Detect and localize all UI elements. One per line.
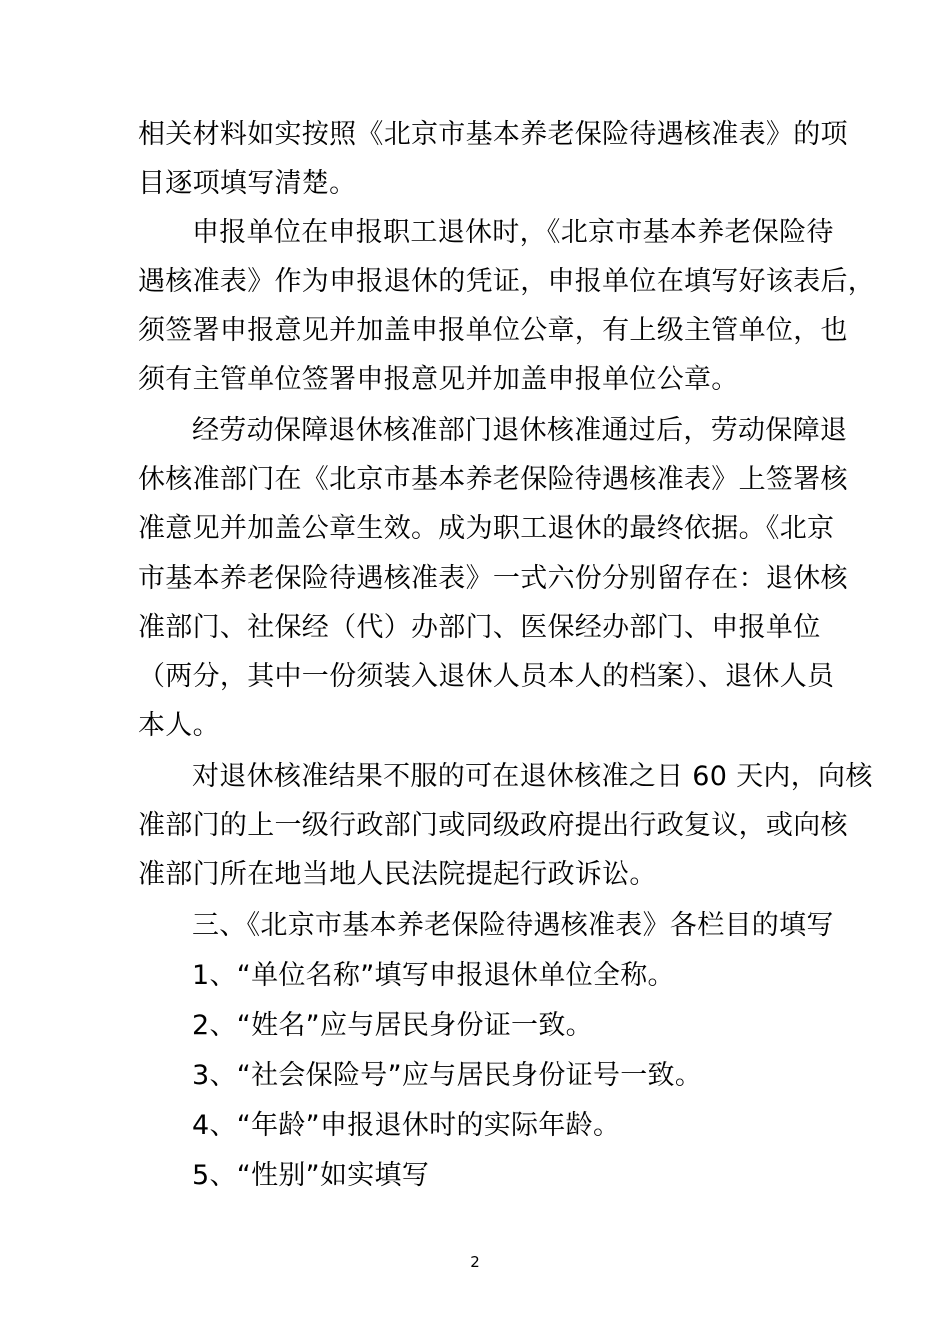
list-item: 1、“单位名称”填写申报退休单位全称。: [192, 960, 675, 991]
text-line: 市基本养老保险待遇核准表》一式六份分别留存在：退休核: [138, 563, 848, 594]
list-item: 4、“年龄”申报退休时的实际年龄。: [192, 1110, 621, 1141]
text-line: 遇核准表》作为申报退休的凭证，申报单位在填写好该表后，: [138, 266, 876, 297]
paragraph-start: 经劳动保障退休核准部门退休核准通过后，劳动保障退: [192, 415, 848, 446]
list-item: 5、“性别”如实填写: [192, 1160, 430, 1191]
text-line: 目逐项填写清楚。: [138, 168, 357, 199]
text-line: 准部门、社保经（代）办部门、医保经办部门、申报单位: [138, 612, 821, 643]
list-item: 3、“社会保险号”应与居民身份证号一致。: [192, 1060, 703, 1091]
text-line: 须签署申报意见并加盖申报单位公章，有上级主管单位，也: [138, 315, 848, 346]
section-heading: 三、《北京市基本养老保险待遇核准表》各栏目的填写: [192, 910, 834, 941]
text-line: 准部门的上一级行政部门或同级政府提出行政复议，或向核: [138, 810, 848, 841]
list-item: 2、“姓名”应与居民身份证一致。: [192, 1010, 593, 1041]
text-line: 准意见并加盖公章生效。成为职工退休的最终依据。《北京: [138, 513, 835, 544]
text-line: 相关材料如实按照《北京市基本养老保险待遇核准表》的项: [138, 119, 848, 150]
text-line: 须有主管单位签署申报意见并加盖申报单位公章。: [138, 364, 739, 395]
page-number: 2: [470, 1253, 480, 1271]
text-line: （两分，其中一份须装入退休人员本人的档案）、退休人员: [138, 661, 835, 692]
text-line: 准部门所在地当地人民法院提起行政诉讼。: [138, 859, 657, 890]
paragraph-start: 对退休核准结果不服的可在退休核准之日 60 天内，向核: [192, 761, 873, 792]
text-line: 休核准部门在《北京市基本养老保险待遇核准表》上签署核: [138, 464, 848, 495]
paragraph-start: 申报单位在申报职工退休时，《北京市基本养老保险待: [192, 217, 834, 248]
text-line: 本人。: [138, 710, 220, 741]
